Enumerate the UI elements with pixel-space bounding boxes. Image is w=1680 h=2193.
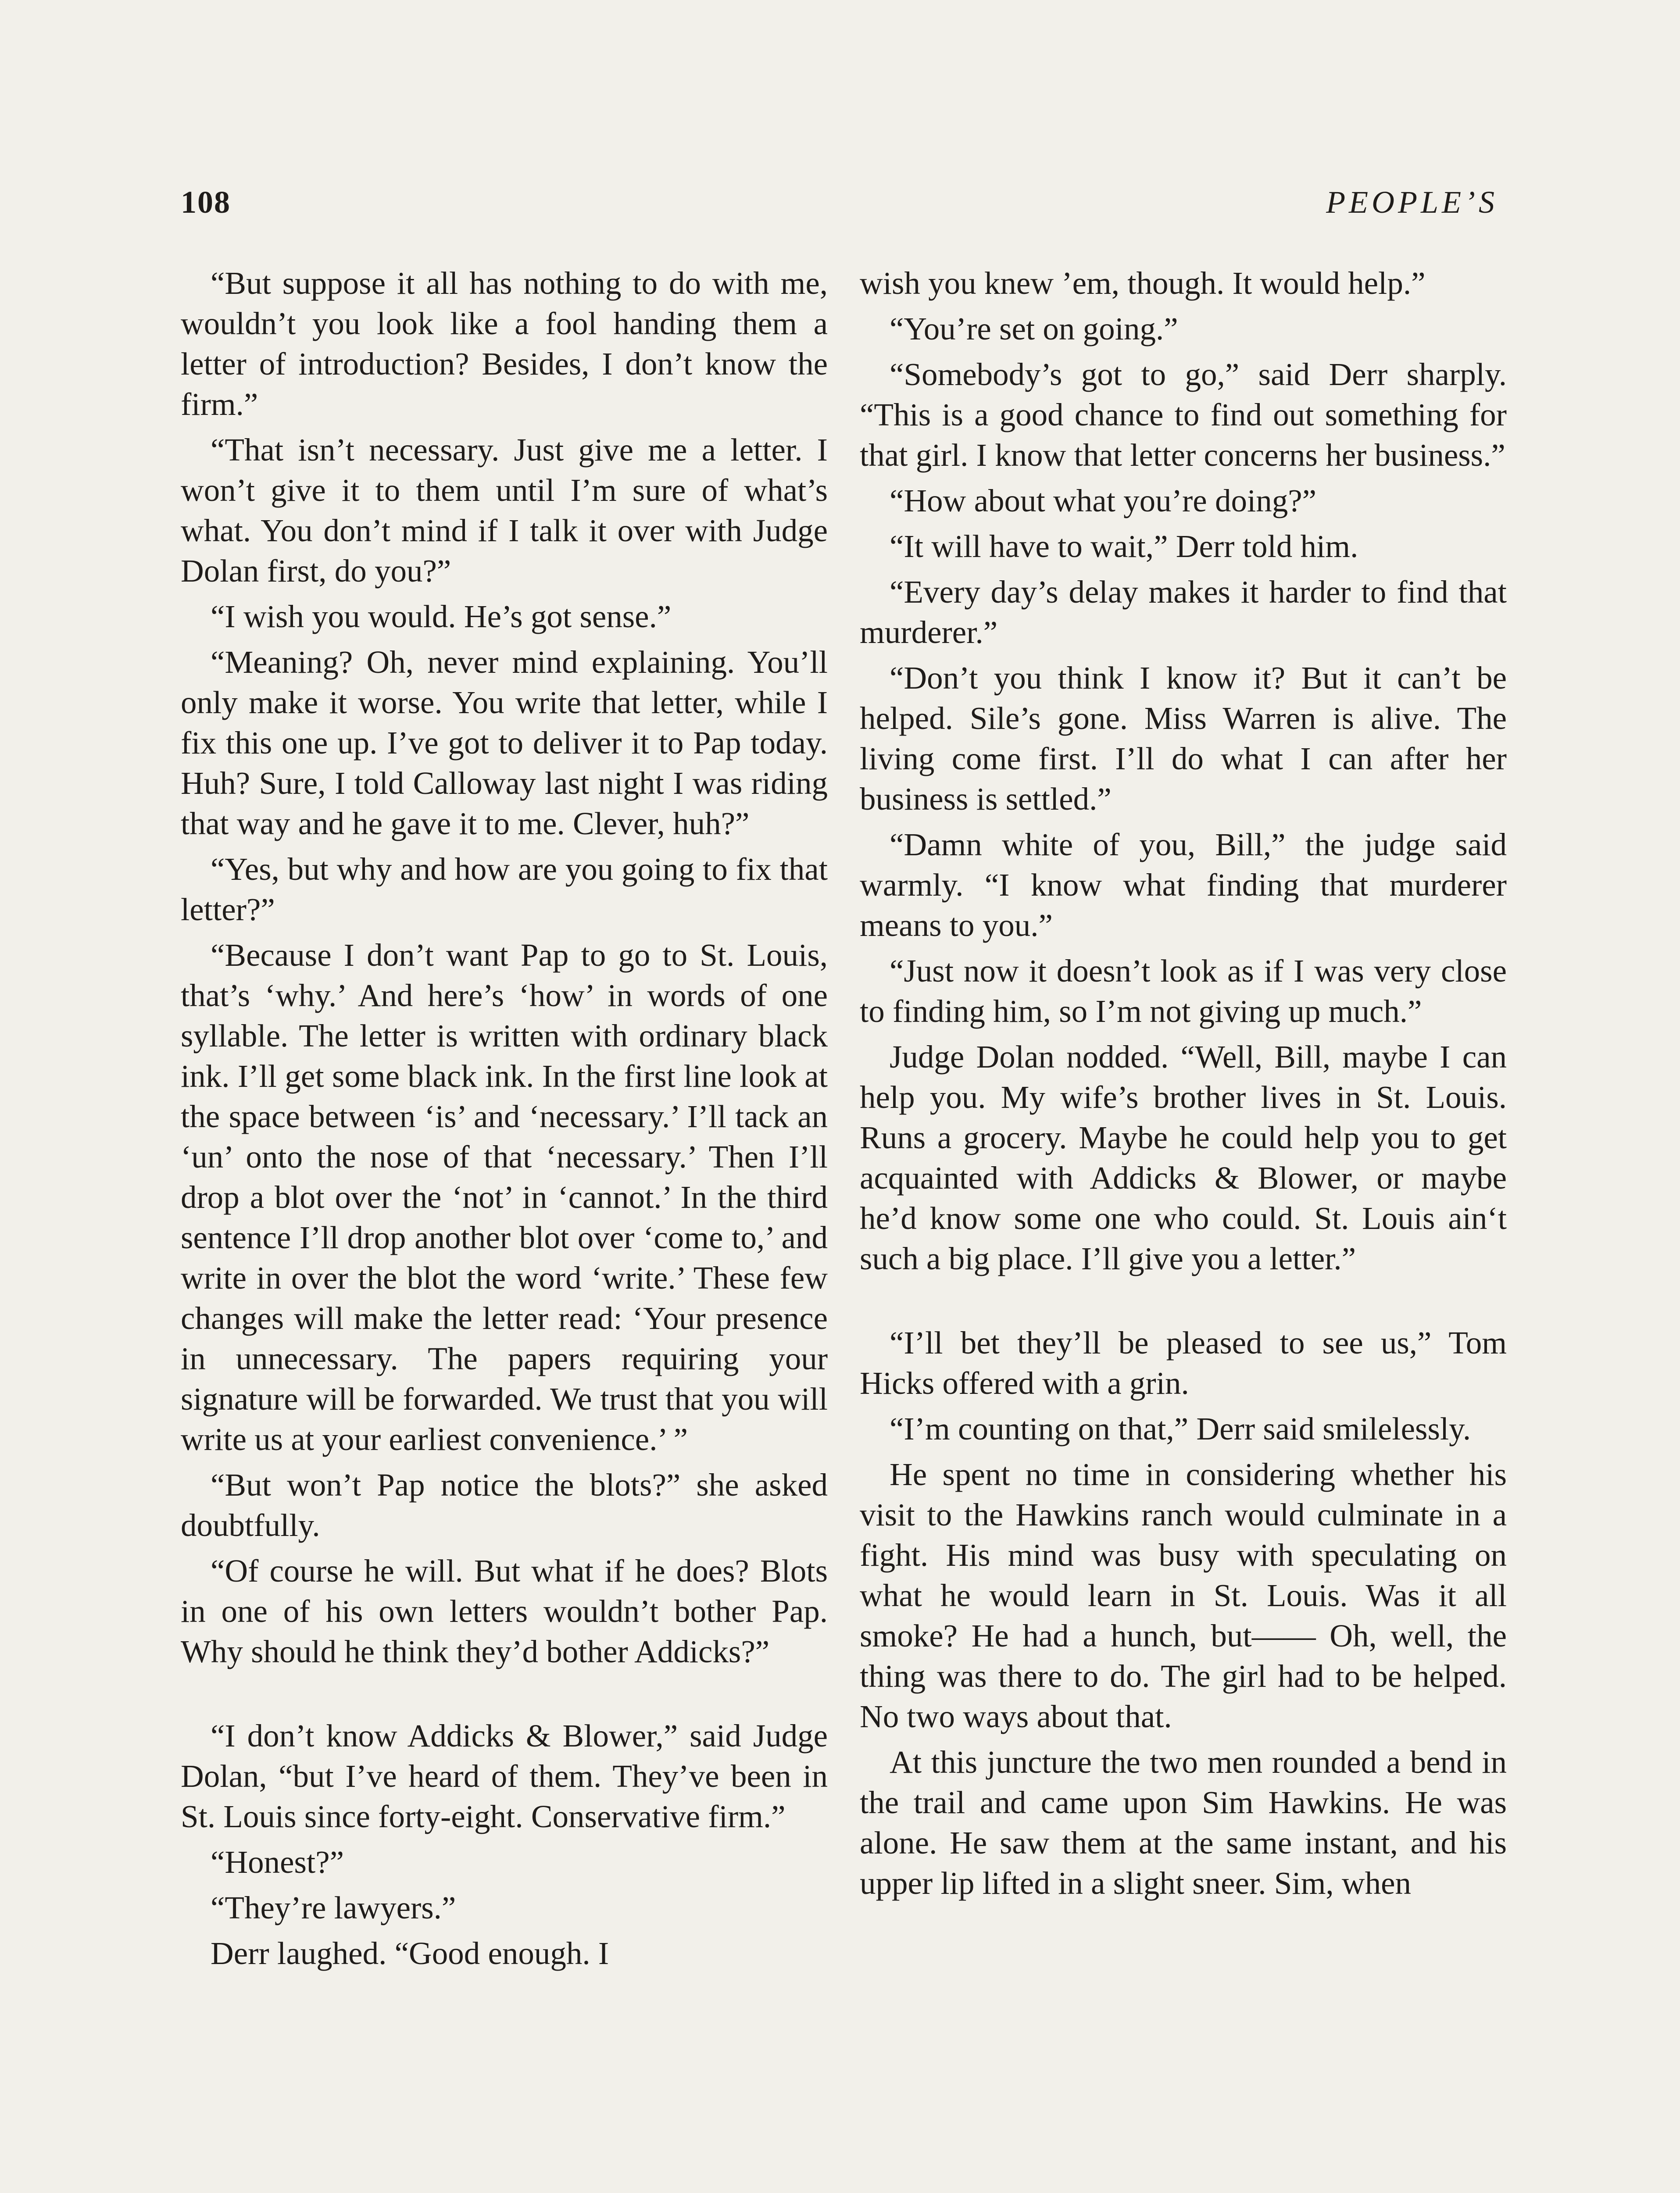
paragraph: “I’ll bet they’ll be pleased to see us,” Tom Hicks offered with a grin. — [860, 1325, 1507, 1401]
paragraph: “I wish you would. He’s got sense.” — [211, 599, 672, 634]
paragraph: “I don’t know Addicks & Blower,” said Judge Dolan, “but I’ve heard of them. They’ve been in St. Louis since forty-eight. Conservative firm.” — [181, 1718, 828, 1834]
section-break — [860, 1284, 1507, 1323]
paragraph: “Because I don’t want Pap to go to St. Louis, that’s ‘why.’ And here’s ‘how’ in words of one syllable. The letter is written with ordinary black ink. I’ll get some black ink. In the first line look at the space between ‘is’ and ‘necessary.’ I’ll tack an ‘un’ onto the nose of that ‘necessary.’ Then I’ll drop a blot over the ‘not’ in ‘cannot.’ In the third sentence I’ll drop another blot over ‘come to,’ and write in over the blot the word ‘write.’ These few changes will make the letter read: ‘Your presence in unnecessary. The papers requiring your signature will be forwarded. We trust that you will write us at your earliest convenience.’ ” — [181, 937, 828, 1457]
paragraph: Derr laughed. “Good enough. I — [211, 1936, 609, 1971]
section-break — [181, 1677, 828, 1716]
paragraph: “How about what you’re doing?” — [890, 483, 1317, 518]
paragraph: “But won’t Pap notice the blots?” she asked doubtfully. — [181, 1467, 828, 1543]
paragraph: “That isn’t necessary. Just give me a letter. I won’t give it to them until I’m sure of what’s what. You don’t mind if I talk it over with Judge Dolan first, do you?” — [181, 432, 828, 589]
magazine-name: PEOPLE’S — [1326, 185, 1498, 220]
paragraph: “But suppose it all has nothing to do with me, wouldn’t you look like a fool handing them a letter of introduction? Besides, I don’t know the firm.” — [181, 265, 828, 422]
paragraph: “Honest?” — [211, 1844, 344, 1880]
paragraph: “Yes, but why and how are you going to fix that letter?” — [181, 851, 828, 927]
paragraph: “Don’t you think I know it? But it can’t be helped. Sile’s gone. Miss Warren is alive. The living come first. I’ll do what I can after her business is settled.” — [860, 660, 1507, 817]
paragraph: “It will have to wait,” Derr told him. — [890, 529, 1358, 564]
left-column — [181, 263, 828, 1979]
page-number: 108 — [181, 185, 231, 220]
paragraph: “Somebody’s got to go,” said Derr sharply. “This is a good chance to find out something for that girl. I know that letter concerns her business.” — [860, 357, 1507, 473]
paragraph: At this juncture the two men rounded a bend in the trail and came upon Sim Hawkins. He was alone. He saw them at the same instant, and his upper lip lifted in a slight sneer. Sim, when — [860, 1744, 1507, 1901]
continued-paragraph: wish you knew ’em, though. It would help.” — [860, 265, 1426, 301]
paragraph: “You’re set on going.” — [890, 311, 1178, 346]
paragraph: Judge Dolan nodded. “Well, Bill, maybe I can help you. My wife’s brother lives in St. Louis. Runs a grocery. Maybe he could help you to get acquainted with Addicks & Blower, or maybe he’d know some one who could. St. Louis ain‘t such a big place. I’ll give you a letter.” — [860, 1039, 1507, 1276]
paragraph: “I’m counting on that,” Derr said smilelessly. — [890, 1411, 1471, 1447]
paragraph: “Just now it doesn’t look as if I was very close to finding him, so I’m not giving up much.” — [860, 953, 1507, 1029]
running-head — [181, 184, 1498, 232]
right-column — [860, 263, 1507, 1909]
paragraph: He spent no time in considering whether his visit to the Hawkins ranch would culminate in a fight. His mind was busy with speculating on what he would learn in St. Louis. Was it all smoke? He had a hunch, but—— Oh, well, the thing was there to do. The girl had to be helped. No two ways about that. — [860, 1457, 1507, 1734]
paragraph: “Damn white of you, Bill,” the judge said warmly. “I know what finding that murderer means to you.” — [860, 827, 1507, 943]
paragraph: “They’re lawyers.” — [211, 1890, 456, 1925]
paragraph: “Meaning? Oh, never mind explaining. You’ll only make it worse. You write that letter, while I fix this one up. I’ve got to deliver it to Pap today. Huh? Sure, I told Calloway last night I was riding that way and he gave it to me. Clever, huh?” — [181, 644, 828, 841]
paragraph: “Every day’s delay makes it harder to find that murderer.” — [860, 574, 1507, 650]
paragraph: “Of course he will. But what if he does? Blots in one of his own letters wouldn’t bother Pap. Why should he think they’d bother Addicks?” — [181, 1553, 828, 1669]
